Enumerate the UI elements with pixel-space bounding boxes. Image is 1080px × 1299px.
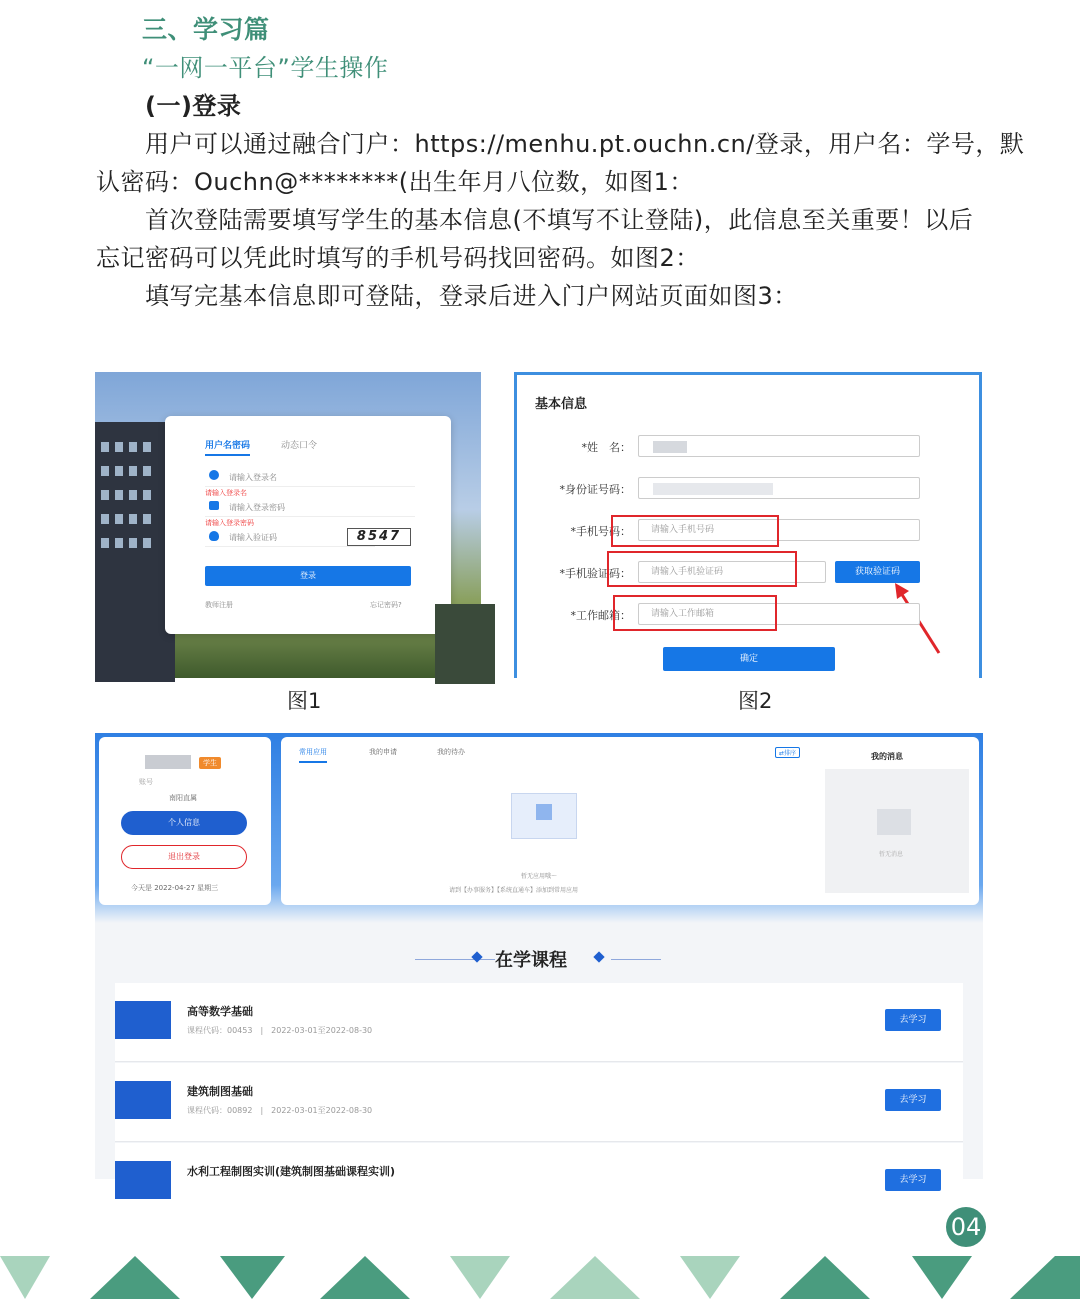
messages-empty-text: 暂无消息: [879, 851, 904, 858]
login-card: [165, 416, 451, 634]
tab-common-apps[interactable]: 常用应用: [299, 747, 327, 763]
figure-basic-info: [514, 372, 982, 678]
empty-text: 暂无应用哦～: [521, 873, 558, 880]
password-placeholder: 请输入登录密码: [229, 503, 285, 512]
upload-icon: [536, 804, 552, 820]
row-divider: [115, 1061, 963, 1062]
empty-illustration-icon: [511, 793, 577, 839]
row-divider: [115, 1141, 963, 1142]
messages-panel: [825, 769, 969, 893]
phone-input[interactable]: 请输入手机号码: [638, 519, 920, 541]
email-input[interactable]: 请输入工作邮箱: [638, 603, 920, 625]
course-code: 课程代码：00453: [187, 1026, 253, 1035]
messages-title: 我的消息: [871, 752, 903, 761]
courses-heading: 在学课程: [495, 950, 567, 971]
email-label: *工作邮箱：: [570, 609, 631, 622]
paragraph-2a: 首次登陆需要填写学生的基本信息(不填写不让登陆)，此信息至关重要！以后: [145, 206, 974, 234]
course-code: 课程代码：00892: [187, 1106, 253, 1115]
blurred-id: [653, 483, 773, 495]
footer-pattern: [0, 1256, 1080, 1299]
paragraph-1b: 认密码：Ouchn@********(出生年月八位数，如图1：: [96, 168, 694, 196]
confirm-button[interactable]: 确定: [663, 647, 835, 671]
course-period: 2022-03-01至2022-08-30: [271, 1106, 373, 1115]
go-study-button[interactable]: 去学习: [885, 1169, 941, 1191]
id-input[interactable]: [638, 477, 920, 499]
paragraph-3: 填写完基本信息即可登陆，登录后进入门户网站页面如图3：: [145, 282, 798, 310]
figure-portal: [95, 733, 983, 1185]
tab-my-todos[interactable]: 我的待办: [437, 748, 465, 756]
student-badge: 学生: [199, 757, 221, 769]
shield-icon: [209, 531, 219, 541]
profile-button[interactable]: 个人信息: [121, 811, 247, 835]
sort-button[interactable]: ⇄排序: [775, 747, 800, 758]
highlight-email: [613, 595, 777, 631]
username-error: 请输入登录名: [205, 489, 247, 497]
course-name[interactable]: 建筑制图基础: [187, 1085, 253, 1098]
code-label: *手机验证码：: [559, 567, 631, 580]
username-field[interactable]: [205, 468, 415, 487]
course-row: [115, 983, 963, 1061]
tab-username-password[interactable]: 用户名密码: [205, 438, 250, 456]
tree-shape: [435, 604, 495, 684]
course-book-icon: [115, 1001, 171, 1039]
course-name[interactable]: 高等数学基础: [187, 1005, 253, 1018]
id-label: *身份证号码：: [559, 483, 631, 496]
captcha-image[interactable]: 8547: [347, 528, 411, 546]
course-book-icon: [115, 1081, 171, 1119]
tab-my-requests[interactable]: 我的申请: [369, 748, 397, 756]
diamond-right-icon: [593, 951, 604, 962]
course-meta: 课程代码：00892 | 2022-03-01至2022-08-30: [187, 1106, 373, 1115]
course-book-icon: [115, 1161, 171, 1199]
get-code-button[interactable]: 获取验证码: [835, 561, 920, 583]
subtitle-heading: “一网一平台”学生操作: [142, 54, 389, 82]
name-input[interactable]: [638, 435, 920, 457]
course-row: [115, 1063, 963, 1141]
password-field[interactable]: [205, 498, 415, 517]
phone-label: *手机号码：: [570, 525, 631, 538]
blurred-name: [653, 441, 687, 453]
register-link[interactable]: 教师注册: [205, 601, 233, 609]
date-text: 今天是 2022-04-27 星期三: [131, 884, 219, 892]
divider-right: [611, 959, 661, 960]
figure-login: [95, 372, 481, 678]
tab-dynamic-code[interactable]: 动态口令: [281, 441, 318, 451]
logout-button[interactable]: 退出登录: [121, 845, 247, 869]
username-placeholder: 请输入登录名: [229, 473, 277, 482]
captcha-placeholder: 请输入验证码: [229, 533, 277, 542]
forgot-password-link[interactable]: 忘记密码?: [370, 601, 402, 609]
user-icon: [209, 470, 219, 480]
building-image: [95, 422, 175, 682]
paragraph-2b: 忘记密码可以凭此时填写的手机号码找回密码。如图2：: [96, 244, 700, 272]
page-number: 04: [946, 1207, 986, 1247]
course-name[interactable]: 水利工程制图实训(建筑制图基础课程实训): [187, 1165, 396, 1178]
code-input[interactable]: 请输入手机验证码: [638, 561, 826, 583]
form-title: 基本信息: [535, 397, 588, 412]
message-empty-icon: [877, 809, 911, 835]
account-label: 账号: [139, 778, 153, 786]
course-row: [115, 1143, 963, 1221]
highlight-code: [607, 551, 797, 587]
part-heading: (一)登录: [145, 92, 242, 120]
go-study-button[interactable]: 去学习: [885, 1009, 941, 1031]
caption-fig1: 图1: [287, 689, 322, 713]
login-button[interactable]: 登录: [205, 566, 411, 586]
course-period: 2022-03-01至2022-08-30: [271, 1026, 373, 1035]
user-card: [99, 737, 271, 905]
section-heading: 三、学习篇: [142, 15, 270, 44]
diamond-left-icon: [471, 951, 482, 962]
school-label: 南阳直属: [169, 794, 197, 802]
lock-icon: [209, 501, 219, 510]
password-error: 请输入登录密码: [205, 519, 254, 527]
empty-hint: 请到【办事服务】【系统直通车】添加到常用应用: [449, 887, 579, 894]
blurred-username: [145, 755, 191, 769]
highlight-phone: [611, 515, 779, 547]
go-study-button[interactable]: 去学习: [885, 1089, 941, 1111]
caption-fig2: 图2: [738, 689, 773, 713]
name-label: *姓 名：: [581, 441, 631, 454]
paragraph-1a: 用户可以通过融合门户：https://menhu.pt.ouchn.cn/登录，用户名：学号，默: [145, 130, 1025, 158]
divider-left: [415, 959, 495, 960]
apps-panel: [281, 737, 979, 905]
course-meta: 课程代码：00453 | 2022-03-01至2022-08-30: [187, 1026, 373, 1035]
